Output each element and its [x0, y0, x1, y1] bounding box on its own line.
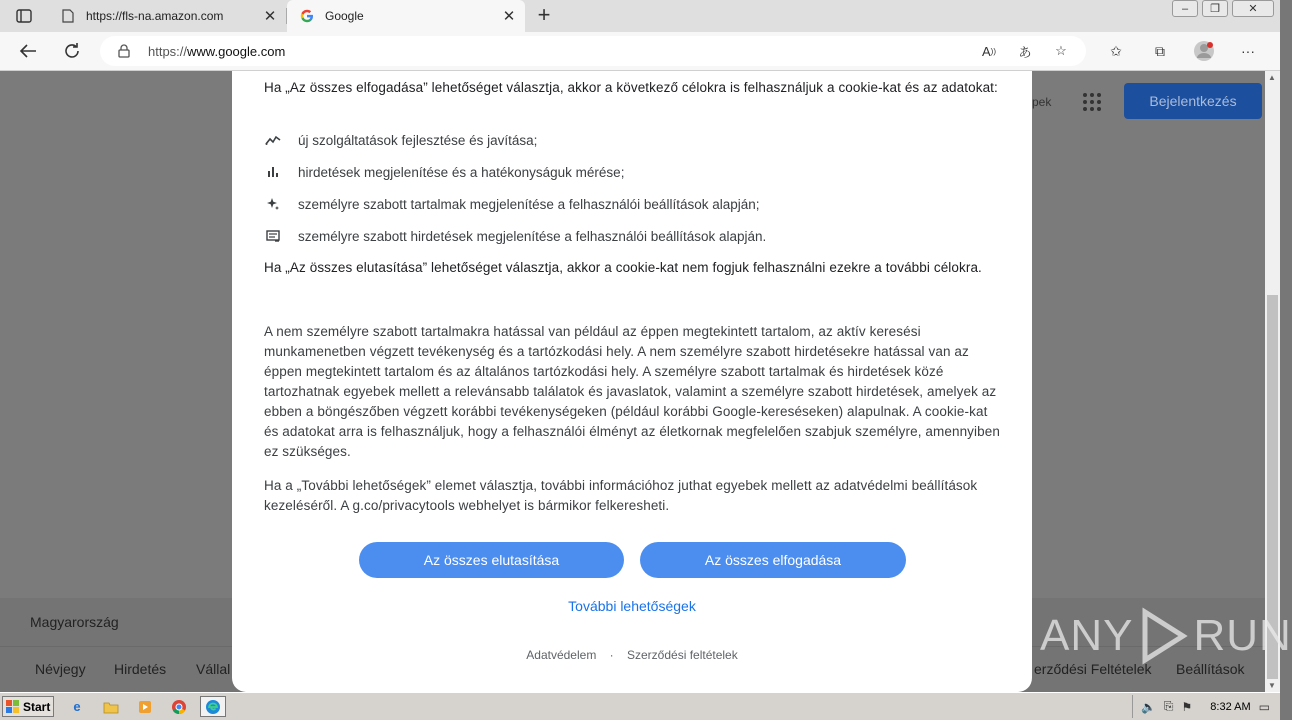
- lock-icon: [118, 44, 134, 58]
- scroll-up-icon[interactable]: ▲: [1268, 73, 1276, 82]
- footer-link-about[interactable]: Névjegy: [35, 661, 86, 677]
- volume-icon[interactable]: 🔈: [1140, 699, 1156, 714]
- more-options-info-text: Ha a „További lehetőségek” elemet választja, további információhoz juthat egyebek mellett az adatvédelmi beállítások kezeléséről. A g.co/privacytools webhelyet is bármikor felkeresheti.: [264, 478, 978, 513]
- purpose-text: új szolgáltatások fejlesztése és javítása;: [298, 132, 538, 148]
- refresh-icon: [63, 42, 81, 60]
- tab-bar: [0, 0, 1280, 32]
- refresh-button[interactable]: [59, 40, 85, 62]
- minimize-button[interactable]: ‒: [1172, 0, 1198, 17]
- footer-link-ads[interactable]: Hirdetés: [114, 661, 167, 677]
- purpose-item: [264, 194, 760, 214]
- watermark-left: ANY: [1040, 611, 1134, 660]
- chrome-icon[interactable]: [166, 696, 192, 717]
- play-logo-icon: [1139, 608, 1187, 664]
- ad-content-icon: [264, 227, 282, 245]
- close-icon[interactable]: ✕: [502, 8, 516, 25]
- read-aloud-icon[interactable]: A )): [982, 43, 996, 59]
- explorer-folder-icon[interactable]: [98, 696, 124, 717]
- footer-link-business[interactable]: Vállal: [196, 661, 231, 677]
- ie-icon[interactable]: e: [73, 699, 81, 714]
- more-options-link[interactable]: További lehetőségek: [568, 598, 696, 614]
- privacy-link[interactable]: Adatvédelem: [526, 648, 597, 662]
- clock[interactable]: 8:32 AM: [1210, 700, 1251, 713]
- footer-link-settings[interactable]: Beállítások: [1176, 661, 1245, 677]
- translate-icon[interactable]: あ: [1018, 44, 1032, 60]
- reject-all-button[interactable]: Az összes elutasítása: [359, 542, 624, 578]
- favorites-icon[interactable]: ✩: [1110, 42, 1122, 59]
- footer-country: Magyarország: [30, 614, 119, 630]
- footer-link-terms[interactable]: erződési Feltételek: [1034, 661, 1152, 677]
- page-scrollbar[interactable]: [1265, 71, 1280, 692]
- dialog-footer-links: [232, 648, 1032, 662]
- taskbar: [0, 692, 1280, 720]
- nav-link-partial[interactable]: pek: [1032, 95, 1052, 109]
- back-arrow-icon: [19, 43, 37, 59]
- purpose-item: [264, 130, 537, 150]
- scroll-down-icon[interactable]: ▼: [1268, 681, 1276, 690]
- collections-icon[interactable]: ⧉: [1155, 42, 1165, 59]
- add-favorite-icon[interactable]: ☆: [1055, 43, 1067, 58]
- accept-intro-text: Ha „Az összes elfogadása” lehetőséget választja, akkor a következő célokra is felhasználjuk a cookie-kat és az adatokat:: [264, 80, 998, 95]
- url-domain: www.google.com: [187, 43, 286, 59]
- network-icon[interactable]: ⎘: [1163, 699, 1174, 713]
- sparkle-icon: [264, 195, 282, 213]
- tab-title: https://fls-na.amazon.com: [86, 9, 224, 23]
- watermark-right: RUN: [1193, 611, 1292, 660]
- tab-google[interactable]: [287, 0, 525, 32]
- bar-chart-icon: [264, 163, 282, 181]
- edge-icon[interactable]: [200, 696, 226, 717]
- trend-icon: [264, 131, 282, 149]
- apps-grid-icon[interactable]: [1083, 93, 1101, 111]
- url-field[interactable]: [100, 36, 1086, 66]
- back-button[interactable]: [15, 40, 41, 62]
- new-tab-button[interactable]: +: [537, 2, 551, 27]
- close-window-button[interactable]: ✕: [1232, 0, 1274, 17]
- tab-actions-icon: [16, 9, 32, 23]
- windows-logo-icon: [6, 700, 20, 714]
- purpose-text: személyre szabott hirdetések megjelenítése a felhasználói beállítások alapján.: [298, 228, 767, 244]
- system-tray: [1132, 695, 1280, 718]
- close-icon[interactable]: ✕: [263, 8, 277, 25]
- google-icon: [299, 8, 315, 24]
- url-text: [148, 44, 285, 59]
- purpose-text: hirdetések megjelenítése és a hatékonyságuk mérése;: [298, 164, 625, 180]
- tab-actions-button[interactable]: [8, 6, 40, 26]
- action-center-flag-icon[interactable]: ⚑: [1181, 699, 1193, 714]
- window-controls: [1172, 0, 1274, 18]
- media-player-icon[interactable]: [132, 696, 158, 717]
- restore-button[interactable]: ❐: [1202, 0, 1228, 17]
- tab-amazon[interactable]: [48, 0, 286, 32]
- terms-link[interactable]: Szerződési feltételek: [627, 648, 738, 662]
- anyrun-watermark: [1040, 608, 1292, 664]
- details-text: A nem személyre szabott tartalmakra hatással van például az éppen megtekintett tartalom, az aktív keresési munkamenetben végzett tevékenység és a tartózkodási hely. A nem személyre szabott hirdetésekre hatással van az éppen megtekintett tartalom és az általános tartózkodási hely. A személyre szabott tartalmak és hirdetések közé tartozhatnak egyebek mellett a relevánsabb találatok és javaslatok, valamint a személyre szabott hirdetések, amelyek az ebben a böngészőben végzett korábbi tevékenységeken (például korábbi Google-kereséseken) alapulnak. A cookie-kat és adatokat arra is felhasználjuk, hogy a felhasználói élményt az életkornak megfelelően szabjuk személyre, amennyiben ez szükséges.: [264, 324, 1000, 459]
- tab-title: Google: [325, 9, 364, 23]
- signin-button[interactable]: Bejelentkezés: [1124, 83, 1262, 119]
- cookie-consent-dialog: [232, 71, 1032, 692]
- purpose-item: [264, 162, 624, 182]
- address-bar: [0, 32, 1280, 71]
- purpose-text: személyre szabott tartalmak megjelenítése a felhasználói beállítások alapján;: [298, 196, 760, 212]
- url-prefix: https://: [148, 43, 188, 59]
- reject-info-text: Ha „Az összes elutasítása” lehetőséget választja, akkor a cookie-kat nem fogjuk felhasználni ezekre a további célokra.: [264, 260, 982, 275]
- separator-dot: ·: [609, 648, 614, 662]
- show-desktop-icon[interactable]: ▭: [1258, 699, 1270, 714]
- start-button[interactable]: [2, 696, 54, 717]
- profile-avatar[interactable]: [1192, 40, 1216, 62]
- start-label: Start: [23, 699, 51, 714]
- accept-all-button[interactable]: Az összes elfogadása: [640, 542, 906, 578]
- page-icon: [60, 8, 76, 24]
- purpose-item: [264, 226, 766, 246]
- more-menu-icon[interactable]: ···: [1241, 43, 1255, 59]
